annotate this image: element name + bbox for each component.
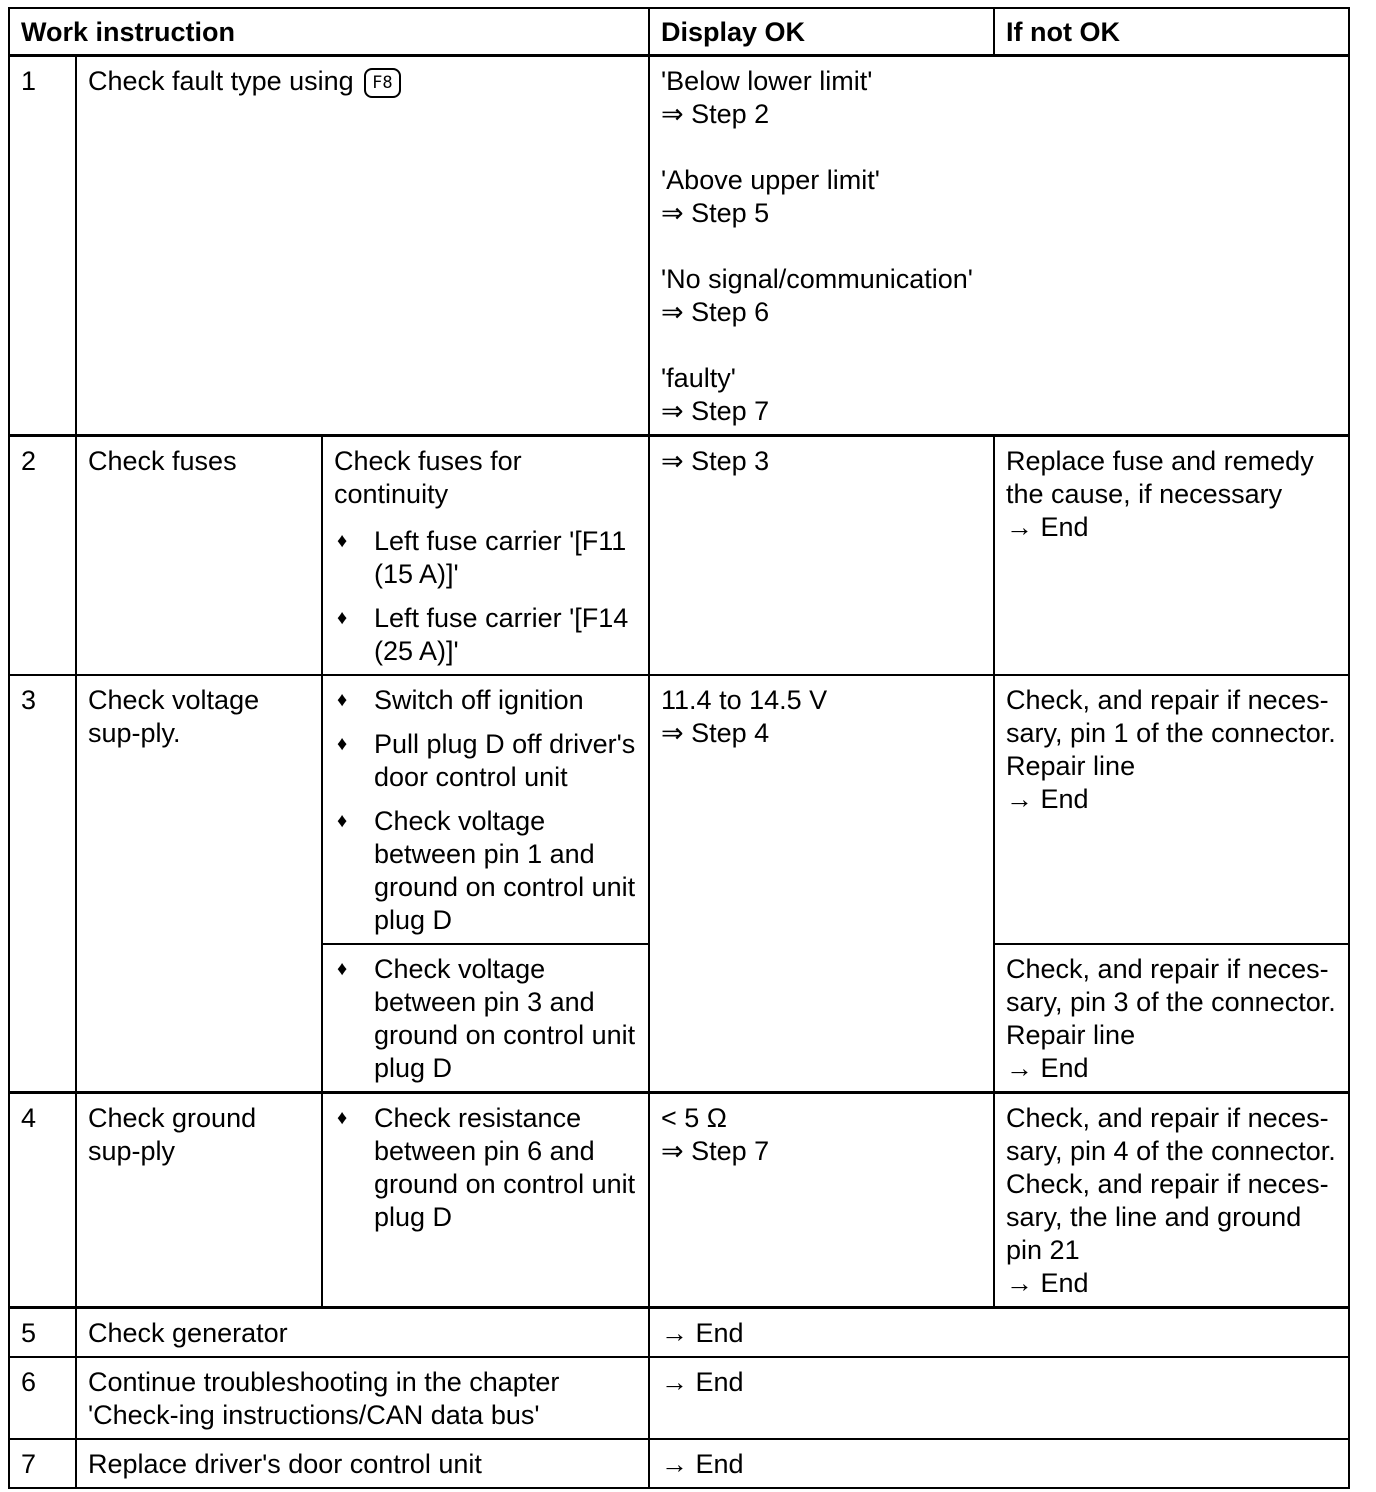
- detail-bullet-list: [334, 1102, 638, 1234]
- fault-action: ⇒ Step 7: [661, 396, 770, 426]
- diamond-bullet-icon: ♦: [337, 1107, 348, 1129]
- step-instruction: Check generator: [76, 1308, 649, 1358]
- remedy-text: Replace fuse and remedy the cause, if necessary: [1006, 446, 1314, 509]
- diamond-bullet-icon: ♦: [337, 689, 348, 711]
- detail-intro: Check fuses for continuity: [334, 446, 522, 509]
- step-number: 2: [9, 436, 76, 676]
- display-ok-cell: [649, 1093, 994, 1308]
- list-item: [334, 525, 638, 591]
- if-not-ok-cell: [994, 944, 1349, 1093]
- list-item: [334, 805, 638, 937]
- fault-action: ⇒ Step 2: [661, 99, 770, 129]
- step-detail: [322, 675, 649, 944]
- display-ok-cell: [649, 675, 994, 1093]
- step-detail: [322, 1093, 649, 1308]
- step-instruction: Check voltage sup-ply.: [76, 675, 322, 1093]
- table-row: [9, 675, 1349, 944]
- if-not-ok-cell: [994, 436, 1349, 676]
- detail-bullet-list: [334, 525, 638, 668]
- table-row: [9, 1308, 1349, 1358]
- diamond-bullet-icon: ♦: [337, 810, 348, 832]
- display-ok-cell: → End: [649, 1439, 1349, 1488]
- display-ok-cell: → End: [649, 1308, 1349, 1358]
- fault-label: 'Below lower limit': [661, 66, 873, 96]
- expected-value: < 5 Ω: [661, 1103, 727, 1133]
- step-number: 3: [9, 675, 76, 1093]
- table-row: [9, 1093, 1349, 1308]
- diamond-bullet-icon: ♦: [337, 958, 348, 980]
- step-instruction: Check fuses: [76, 436, 322, 676]
- table-row: [9, 1357, 1349, 1439]
- list-item: [334, 728, 638, 794]
- step-number: 4: [9, 1093, 76, 1308]
- remedy-text: Repair line: [1006, 1020, 1136, 1050]
- remedy-text: Check, and repair if neces-sary, the line and ground pin 21: [1006, 1169, 1329, 1265]
- display-ok-cell: → End: [649, 1357, 1349, 1439]
- list-item: [334, 602, 638, 668]
- if-not-ok-cell: [994, 1093, 1349, 1308]
- table-row: [9, 1439, 1349, 1488]
- diamond-bullet-icon: ♦: [337, 733, 348, 755]
- step-number: 1: [9, 56, 76, 436]
- list-item-text: Switch off ignition: [374, 685, 584, 715]
- step-number: 7: [9, 1439, 76, 1488]
- list-item-text: Check voltage between pin 3 and ground on control unit plug D: [374, 954, 636, 1083]
- step-number: 6: [9, 1357, 76, 1439]
- remedy-text: Check, and repair if neces-sary, pin 3 of the connector.: [1006, 954, 1336, 1017]
- fault-label: 'faulty': [661, 363, 736, 393]
- remedy-action: → End: [1006, 1053, 1089, 1083]
- fault-label: 'No signal/communication': [661, 264, 973, 294]
- next-step: ⇒ Step 7: [661, 1136, 770, 1166]
- next-step: ⇒ Step 4: [661, 718, 770, 748]
- display-ok-cell: [649, 56, 1349, 436]
- fault-label: 'Above upper limit': [661, 165, 880, 195]
- list-item-text: Check resistance between pin 6 and ground on control unit plug D: [374, 1103, 636, 1232]
- remedy-text: Check, and repair if neces-sary, pin 1 of the connector.: [1006, 685, 1336, 748]
- list-item-text: Left fuse carrier '[F11 (15 A)]': [374, 526, 627, 589]
- diamond-bullet-icon: ♦: [337, 530, 348, 552]
- table-row: [9, 436, 1349, 676]
- step-detail: [322, 944, 649, 1093]
- step-instruction: [76, 56, 649, 436]
- step-instruction: Continue troubleshooting in the chapter 'Check-ing instructions/CAN data bus': [76, 1357, 649, 1439]
- work-instruction-table: [8, 7, 1350, 1489]
- fault-action: ⇒ Step 6: [661, 297, 770, 327]
- f8-key-icon: F8: [364, 68, 400, 98]
- table-row: [9, 56, 1349, 436]
- list-item-text: Check voltage between pin 1 and ground on control unit plug D: [374, 806, 636, 935]
- fault-action: ⇒ Step 5: [661, 198, 770, 228]
- expected-value: 11.4 to 14.5 V: [661, 685, 828, 715]
- step-number: 5: [9, 1308, 76, 1358]
- list-item-text: Pull plug D off driver's door control unit: [374, 729, 636, 792]
- remedy-text: Check, and repair if neces-sary, pin 4 of the connector.: [1006, 1103, 1336, 1166]
- header-work-instruction: Work instruction: [9, 8, 649, 56]
- remedy-action: → End: [1006, 512, 1089, 542]
- remedy-text: Repair line: [1006, 751, 1136, 781]
- step-detail: [322, 436, 649, 676]
- list-item: [334, 684, 638, 717]
- list-item: [334, 1102, 638, 1234]
- header-if-not-ok: If not OK: [994, 8, 1349, 56]
- step-instruction: Check ground sup-ply: [76, 1093, 322, 1308]
- list-item-text: Left fuse carrier '[F14 (25 A)]': [374, 603, 629, 666]
- remedy-action: → End: [1006, 1268, 1089, 1298]
- detail-bullet-list: [334, 953, 638, 1085]
- header-display-ok: Display OK: [649, 8, 994, 56]
- remedy-action: → End: [1006, 784, 1089, 814]
- work-instruction-page: [8, 7, 1348, 1489]
- diamond-bullet-icon: ♦: [337, 607, 348, 629]
- step-instruction: Replace driver's door control unit: [76, 1439, 649, 1488]
- step-instruction-text: Check fault type using: [88, 66, 354, 96]
- header-row: [9, 8, 1349, 56]
- detail-bullet-list: [334, 684, 638, 937]
- list-item: [334, 953, 638, 1085]
- if-not-ok-cell: [994, 675, 1349, 944]
- display-ok-cell: ⇒ Step 3: [649, 436, 994, 676]
